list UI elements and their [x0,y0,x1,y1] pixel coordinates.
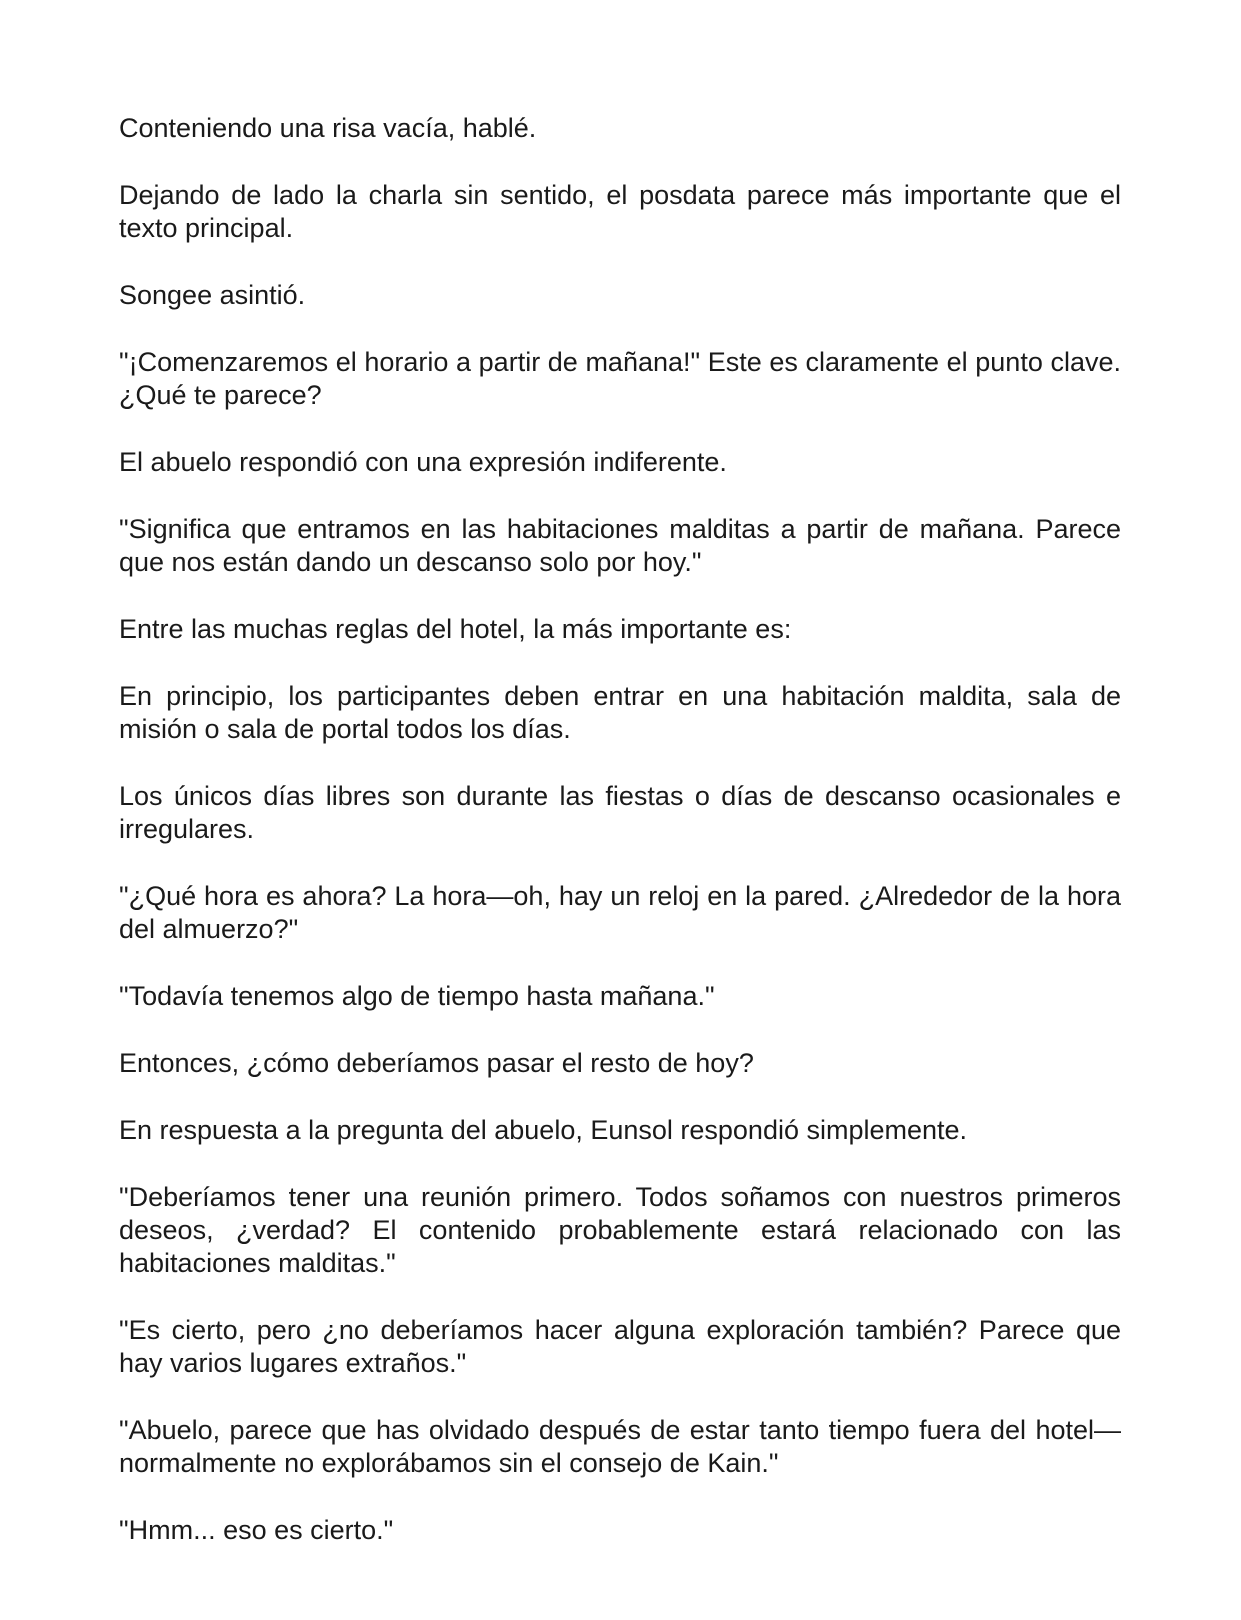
paragraph: "Todavía tenemos algo de tiempo hasta mañana." [119,981,715,1011]
paragraph: "¿Qué hora es ahora? La hora—oh, hay un reloj en la pared. ¿Alrededor de la hora del almuerzo?" [119,881,1121,944]
paragraph: "Abuelo, parece que has olvidado después de estar tanto tiempo fuera del hotel—normalmente no explorábamos sin el consejo de Kain." [119,1415,1121,1478]
paragraph: En principio, los participantes deben entrar en una habitación maldita, sala de misión o sala de portal todos los días. [119,681,1121,744]
paragraph: Entonces, ¿cómo deberíamos pasar el resto de hoy? [119,1048,754,1078]
paragraph: "Hmm... eso es cierto." [119,1515,394,1545]
paragraph: "Significa que entramos en las habitaciones malditas a partir de mañana. Parece que nos están dando un descanso solo por hoy." [119,514,1121,577]
paragraph: Conteniendo una risa vacía, hablé. [119,113,537,143]
paragraph: En respuesta a la pregunta del abuelo, Eunsol respondió simplemente. [119,1115,968,1145]
paragraph: El abuelo respondió con una expresión indiferente. [119,447,727,477]
paragraph: Dejando de lado la charla sin sentido, el posdata parece más importante que el texto principal. [119,180,1121,243]
paragraph: Entre las muchas reglas del hotel, la más importante es: [119,614,792,644]
paragraph: "Deberíamos tener una reunión primero. Todos soñamos con nuestros primeros deseos, ¿verdad? El contenido probablemente estará relacionado con las habitaciones malditas." [119,1182,1121,1278]
document-page [119,112,1121,1581]
paragraph: "Es cierto, pero ¿no deberíamos hacer alguna exploración también? Parece que hay varios lugares extraños." [119,1315,1121,1378]
paragraph: "¡Comenzaremos el horario a partir de mañana!" Este es claramente el punto clave. ¿Qué te parece? [119,347,1121,410]
paragraph: Los únicos días libres son durante las fiestas o días de descanso ocasionales e irregulares. [119,781,1121,844]
paragraph: Songee asintió. [119,280,306,310]
